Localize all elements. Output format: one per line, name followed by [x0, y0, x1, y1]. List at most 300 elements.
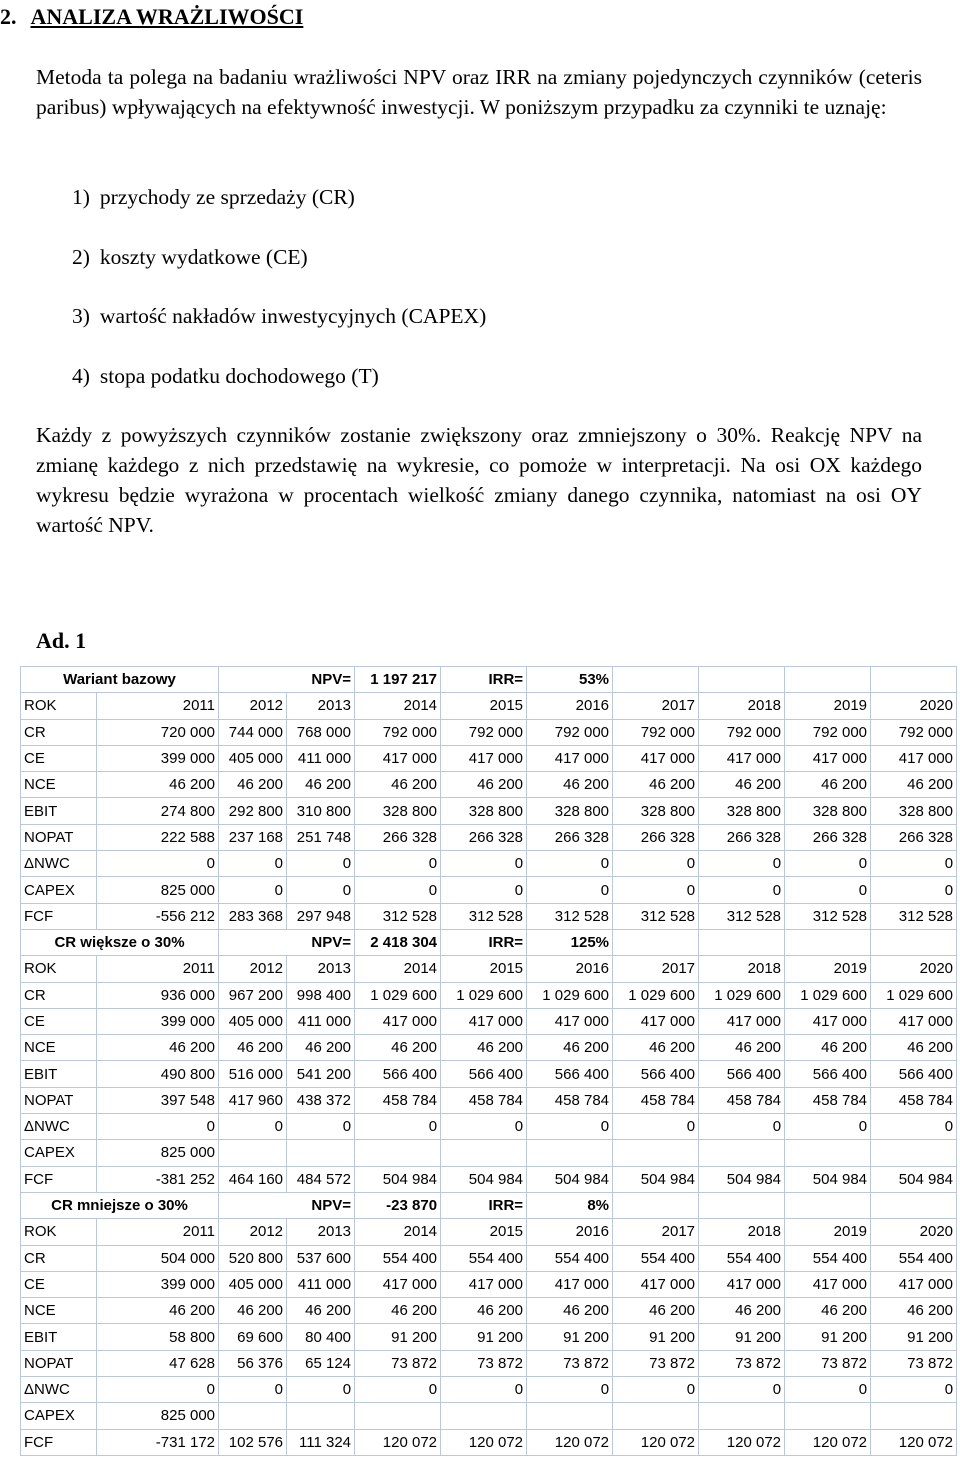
table-cell: 46 200: [871, 1298, 957, 1324]
table-cell: 405 000: [219, 1271, 287, 1297]
table-cell: 2012: [219, 956, 287, 982]
table-cell: 46 200: [219, 772, 287, 798]
table-cell: 417 000: [785, 1271, 871, 1297]
row-label: FCF: [21, 903, 97, 929]
table-cell: 2017: [613, 956, 699, 982]
table-cell: 91 200: [527, 1324, 613, 1350]
table-row: [21, 1429, 957, 1455]
factor-item: [72, 301, 486, 361]
table-cell: 0: [219, 851, 287, 877]
table-cell: 0: [219, 1377, 287, 1403]
table-cell: 46 200: [355, 1298, 441, 1324]
table-cell: 47 628: [97, 1350, 219, 1376]
block-header-row: [21, 667, 957, 693]
table-cell: 0: [613, 877, 699, 903]
table-cell: 0: [97, 1114, 219, 1140]
table-cell: 417 000: [527, 745, 613, 771]
table-cell: 411 000: [287, 1271, 355, 1297]
table-cell: 58 800: [97, 1324, 219, 1350]
table-cell: [613, 1403, 699, 1429]
row-label: NOPAT: [21, 1087, 97, 1113]
table-cell: 0: [355, 1114, 441, 1140]
table-cell: 2020: [871, 1219, 957, 1245]
table-cell: 0: [785, 877, 871, 903]
table-cell: -556 212: [97, 903, 219, 929]
table-cell: 417 000: [785, 1008, 871, 1034]
empty-cell: [871, 1192, 957, 1218]
table-cell: 541 200: [287, 1061, 355, 1087]
table-cell: 312 528: [441, 903, 527, 929]
table-cell: 458 784: [699, 1087, 785, 1113]
table-cell: 91 200: [871, 1324, 957, 1350]
table-cell: 46 200: [527, 772, 613, 798]
table-cell: 0: [287, 877, 355, 903]
table-cell: 504 984: [613, 1166, 699, 1192]
table-cell: [219, 1140, 287, 1166]
table-cell: 0: [613, 1114, 699, 1140]
table-cell: 312 528: [527, 903, 613, 929]
table-cell: 458 784: [527, 1087, 613, 1113]
table-cell: 46 200: [785, 1035, 871, 1061]
table-row: [21, 1140, 957, 1166]
table-cell: 0: [97, 1377, 219, 1403]
table-cell: 417 000: [699, 745, 785, 771]
row-label: ΔNWC: [21, 1114, 97, 1140]
irr-label: IRR=: [441, 929, 527, 955]
table-cell: 0: [785, 1377, 871, 1403]
row-label: CAPEX: [21, 1403, 97, 1429]
table-cell: 998 400: [287, 982, 355, 1008]
table-cell: 458 784: [613, 1087, 699, 1113]
table-cell: 120 072: [441, 1429, 527, 1455]
table-cell: 2013: [287, 1219, 355, 1245]
empty-cell: [785, 929, 871, 955]
table-cell: 2018: [699, 1219, 785, 1245]
table-cell: 2017: [613, 693, 699, 719]
table-cell: 2015: [441, 693, 527, 719]
empty-cell: [785, 1192, 871, 1218]
row-label: NCE: [21, 772, 97, 798]
row-label: NCE: [21, 1298, 97, 1324]
table-cell: 266 328: [613, 824, 699, 850]
row-label: CE: [21, 1271, 97, 1297]
table-cell: 2017: [613, 1219, 699, 1245]
table-row: [21, 982, 957, 1008]
table-row: [21, 719, 957, 745]
empty-cell: [699, 1192, 785, 1218]
block-header-row: [21, 929, 957, 955]
table-cell: 2014: [355, 693, 441, 719]
table-cell: 417 000: [699, 1271, 785, 1297]
table-cell: 399 000: [97, 745, 219, 771]
table-cell: 91 200: [699, 1324, 785, 1350]
factor-item: [72, 242, 486, 302]
table-cell: 1 029 600: [699, 982, 785, 1008]
intro-paragraph: Metoda ta polega na badaniu wrażliwości NPV oraz IRR na zmiany pojedynczych czynników (ceteris paribus) wpływających na efektywność inwestycji. W poniższym przypadku za czynniki te uznaję:: [36, 65, 922, 119]
table-cell: 2013: [287, 956, 355, 982]
row-label: CR: [21, 719, 97, 745]
table-row: [21, 1114, 957, 1140]
table-cell: 46 200: [287, 1298, 355, 1324]
table-cell: 417 000: [527, 1271, 613, 1297]
table-cell: 566 400: [441, 1061, 527, 1087]
table-cell: 504 984: [871, 1166, 957, 1192]
table-cell: [699, 1403, 785, 1429]
npv-value: -23 870: [355, 1192, 441, 1218]
table-cell: 0: [219, 877, 287, 903]
row-label: NOPAT: [21, 1350, 97, 1376]
row-label: EBIT: [21, 1324, 97, 1350]
table-cell: 2013: [287, 693, 355, 719]
table-cell: 417 000: [871, 1008, 957, 1034]
row-label: FCF: [21, 1429, 97, 1455]
table-cell: 46 200: [613, 1298, 699, 1324]
table-cell: 120 072: [871, 1429, 957, 1455]
table-cell: 504 984: [527, 1166, 613, 1192]
row-label: ROK: [21, 956, 97, 982]
table-cell: 266 328: [785, 824, 871, 850]
table-cell: 397 548: [97, 1087, 219, 1113]
block-title: CR mniejsze o 30%: [21, 1192, 219, 1218]
table-cell: [219, 1403, 287, 1429]
table-cell: [441, 1403, 527, 1429]
table-cell: 0: [97, 851, 219, 877]
table-cell: 310 800: [287, 798, 355, 824]
table-cell: 792 000: [785, 719, 871, 745]
table-cell: 2020: [871, 956, 957, 982]
table-cell: [287, 1403, 355, 1429]
table-cell: 328 800: [441, 798, 527, 824]
table-cell: 0: [699, 1114, 785, 1140]
table-cell: 46 200: [97, 772, 219, 798]
factor-text: koszty wydatkowe (CE): [99, 244, 308, 269]
table-cell: 46 200: [219, 1298, 287, 1324]
table-row: [21, 1008, 957, 1034]
irr-label: IRR=: [441, 1192, 527, 1218]
table-cell: 417 000: [355, 1271, 441, 1297]
table-cell: 504 984: [785, 1166, 871, 1192]
block-title: CR większe o 30%: [21, 929, 219, 955]
factor-text: przychody ze sprzedaży (CR): [99, 185, 355, 209]
table-cell: 328 800: [613, 798, 699, 824]
table-cell: 46 200: [871, 1035, 957, 1061]
table-cell: 0: [527, 1114, 613, 1140]
table-row: [21, 1350, 957, 1376]
table-cell: 411 000: [287, 1008, 355, 1034]
table-cell: 46 200: [699, 1298, 785, 1324]
table-cell: -381 252: [97, 1166, 219, 1192]
empty-cell: [785, 667, 871, 693]
table-cell: 2016: [527, 1219, 613, 1245]
table-cell: 0: [871, 1377, 957, 1403]
table-cell: 0: [785, 1114, 871, 1140]
table-row: [21, 824, 957, 850]
table-cell: 46 200: [287, 772, 355, 798]
table-cell: 417 000: [613, 745, 699, 771]
table-cell: [527, 1403, 613, 1429]
table-cell: 520 800: [219, 1245, 287, 1271]
table-cell: 0: [613, 1377, 699, 1403]
empty-cell: [871, 929, 957, 955]
table-cell: 417 000: [699, 1008, 785, 1034]
table-cell: 0: [871, 1114, 957, 1140]
section-heading: [0, 4, 303, 30]
row-label: FCF: [21, 1166, 97, 1192]
table-cell: 2018: [699, 693, 785, 719]
table-row: [21, 1271, 957, 1297]
table-cell: 417 000: [871, 1271, 957, 1297]
table-cell: 297 948: [287, 903, 355, 929]
section-number: 2.: [0, 4, 17, 29]
table-cell: 312 528: [785, 903, 871, 929]
row-label: CR: [21, 1245, 97, 1271]
table-cell: 458 784: [871, 1087, 957, 1113]
table-cell: 566 400: [613, 1061, 699, 1087]
table-cell: 417 000: [355, 745, 441, 771]
table-cell: 237 168: [219, 824, 287, 850]
table-row: [21, 1166, 957, 1192]
table-cell: [871, 1403, 957, 1429]
table-cell: 46 200: [97, 1035, 219, 1061]
table-cell: 120 072: [613, 1429, 699, 1455]
table-cell: 56 376: [219, 1350, 287, 1376]
table-cell: 266 328: [699, 824, 785, 850]
table-cell: 120 072: [785, 1429, 871, 1455]
table-cell: 554 400: [527, 1245, 613, 1271]
table-cell: 405 000: [219, 1008, 287, 1034]
table-cell: 768 000: [287, 719, 355, 745]
row-label: EBIT: [21, 798, 97, 824]
factor-text: wartość nakładów inwestycyjnych (CAPEX): [99, 304, 487, 328]
table-cell: [287, 1140, 355, 1166]
empty-cell: [613, 667, 699, 693]
table-cell: 283 368: [219, 903, 287, 929]
table-cell: 537 600: [287, 1245, 355, 1271]
table-cell: 2016: [527, 693, 613, 719]
factor-number: 3): [72, 304, 90, 328]
table-cell: 792 000: [699, 719, 785, 745]
block-title: Wariant bazowy: [21, 667, 219, 693]
table-cell: 46 200: [785, 772, 871, 798]
table-cell: 417 000: [613, 1271, 699, 1297]
irr-value: 8%: [527, 1192, 613, 1218]
table-cell: [355, 1140, 441, 1166]
table-row: [21, 798, 957, 824]
table-row: [21, 772, 957, 798]
table-cell: 46 200: [785, 1298, 871, 1324]
table-cell: 554 400: [355, 1245, 441, 1271]
table-cell: 65 124: [287, 1350, 355, 1376]
table-cell: 566 400: [699, 1061, 785, 1087]
empty-cell: [699, 929, 785, 955]
table-cell: 0: [287, 851, 355, 877]
table-cell: 1 029 600: [785, 982, 871, 1008]
table-row: [21, 851, 957, 877]
table-cell: 554 400: [441, 1245, 527, 1271]
table-cell: 328 800: [785, 798, 871, 824]
table-cell: 46 200: [441, 772, 527, 798]
table-cell: 46 200: [441, 1298, 527, 1324]
table-cell: 0: [871, 851, 957, 877]
npv-label: NPV=: [219, 1192, 355, 1218]
table-row: [21, 693, 957, 719]
table-cell: 2011: [97, 693, 219, 719]
factor-number: 4): [72, 363, 90, 388]
table-cell: 1 029 600: [441, 982, 527, 1008]
table-cell: 2015: [441, 1219, 527, 1245]
table-cell: 266 328: [871, 824, 957, 850]
table-cell: 0: [699, 851, 785, 877]
table-cell: [527, 1140, 613, 1166]
table-cell: [785, 1140, 871, 1166]
table-cell: 312 528: [871, 903, 957, 929]
table-cell: 825 000: [97, 1140, 219, 1166]
table-cell: 80 400: [287, 1324, 355, 1350]
table-cell: 516 000: [219, 1061, 287, 1087]
table-cell: 312 528: [699, 903, 785, 929]
table-cell: 2011: [97, 956, 219, 982]
table-cell: 0: [527, 1377, 613, 1403]
table-row: [21, 1298, 957, 1324]
table-cell: 417 000: [441, 1008, 527, 1034]
empty-cell: [613, 929, 699, 955]
table-cell: 0: [699, 877, 785, 903]
table-cell: 46 200: [527, 1035, 613, 1061]
table-cell: 0: [441, 1114, 527, 1140]
npv-label: NPV=: [219, 667, 355, 693]
table-cell: 0: [355, 877, 441, 903]
table-row: [21, 745, 957, 771]
table-cell: 504 984: [441, 1166, 527, 1192]
table-row: [21, 1219, 957, 1245]
table-cell: 417 000: [871, 745, 957, 771]
factor-text: stopa podatku dochodowego (T): [99, 363, 379, 388]
row-label: CAPEX: [21, 1140, 97, 1166]
row-label: ROK: [21, 693, 97, 719]
table-cell: 0: [287, 1377, 355, 1403]
table-cell: 266 328: [441, 824, 527, 850]
table-cell: 0: [871, 877, 957, 903]
table-cell: 504 984: [699, 1166, 785, 1192]
table-cell: 46 200: [97, 1298, 219, 1324]
table-cell: 399 000: [97, 1008, 219, 1034]
table-cell: 292 800: [219, 798, 287, 824]
table-row: [21, 1377, 957, 1403]
table-cell: 73 872: [871, 1350, 957, 1376]
table-cell: 504 000: [97, 1245, 219, 1271]
empty-cell: [871, 667, 957, 693]
table-cell: 2019: [785, 1219, 871, 1245]
table-cell: 825 000: [97, 1403, 219, 1429]
table-cell: 2018: [699, 956, 785, 982]
table-row: [21, 956, 957, 982]
table-cell: 554 400: [785, 1245, 871, 1271]
table-cell: 46 200: [527, 1298, 613, 1324]
table-cell: 73 872: [441, 1350, 527, 1376]
table-cell: 120 072: [355, 1429, 441, 1455]
table-cell: 46 200: [355, 1035, 441, 1061]
table-cell: [613, 1140, 699, 1166]
row-label: CR: [21, 982, 97, 1008]
row-label: ΔNWC: [21, 851, 97, 877]
table-cell: 967 200: [219, 982, 287, 1008]
table-cell: 458 784: [355, 1087, 441, 1113]
table-cell: 102 576: [219, 1429, 287, 1455]
table-row: [21, 1245, 957, 1271]
table-cell: 274 800: [97, 798, 219, 824]
table-cell: 46 200: [613, 772, 699, 798]
section-title: ANALIZA WRAŻLIWOŚCI: [30, 4, 304, 29]
table-row: [21, 1324, 957, 1350]
npv-label: NPV=: [219, 929, 355, 955]
table-cell: 0: [219, 1114, 287, 1140]
table-cell: 1 029 600: [355, 982, 441, 1008]
table-cell: 2020: [871, 693, 957, 719]
table-cell: 0: [613, 851, 699, 877]
table-cell: 566 400: [871, 1061, 957, 1087]
table-cell: 1 029 600: [871, 982, 957, 1008]
row-label: ΔNWC: [21, 1377, 97, 1403]
sensitivity-table: [20, 666, 957, 1456]
table-cell: 2019: [785, 693, 871, 719]
table-cell: 46 200: [355, 772, 441, 798]
table-cell: 792 000: [527, 719, 613, 745]
table-cell: 328 800: [871, 798, 957, 824]
table-cell: 251 748: [287, 824, 355, 850]
row-label: CAPEX: [21, 877, 97, 903]
table-cell: 73 872: [527, 1350, 613, 1376]
table-cell: 554 400: [699, 1245, 785, 1271]
npv-value: 2 418 304: [355, 929, 441, 955]
table-cell: 554 400: [613, 1245, 699, 1271]
table-cell: 328 800: [355, 798, 441, 824]
table-row: [21, 1061, 957, 1087]
table-cell: -731 172: [97, 1429, 219, 1455]
table-cell: 120 072: [527, 1429, 613, 1455]
table-cell: 504 984: [355, 1166, 441, 1192]
table-cell: 2014: [355, 1219, 441, 1245]
table-row: [21, 903, 957, 929]
table-cell: 1 029 600: [527, 982, 613, 1008]
table-cell: 0: [441, 1377, 527, 1403]
table-cell: 566 400: [527, 1061, 613, 1087]
block-header-row: [21, 1192, 957, 1218]
table-cell: 312 528: [355, 903, 441, 929]
table-cell: 46 200: [613, 1035, 699, 1061]
table-cell: 792 000: [441, 719, 527, 745]
table-row: [21, 877, 957, 903]
table-cell: 2015: [441, 956, 527, 982]
table-cell: 936 000: [97, 982, 219, 1008]
table-cell: 222 588: [97, 824, 219, 850]
table-cell: 266 328: [527, 824, 613, 850]
table-cell: 2012: [219, 693, 287, 719]
table-cell: 2016: [527, 956, 613, 982]
table-row: [21, 1035, 957, 1061]
table-cell: 417 000: [785, 745, 871, 771]
table-cell: 2011: [97, 1219, 219, 1245]
table-cell: 312 528: [613, 903, 699, 929]
table-cell: 0: [527, 851, 613, 877]
table-cell: 91 200: [613, 1324, 699, 1350]
table-cell: 46 200: [871, 772, 957, 798]
table-cell: 744 000: [219, 719, 287, 745]
table-cell: [871, 1140, 957, 1166]
table-cell: 458 784: [441, 1087, 527, 1113]
table-cell: 0: [527, 877, 613, 903]
table-cell: [785, 1403, 871, 1429]
table-row: [21, 1087, 957, 1113]
